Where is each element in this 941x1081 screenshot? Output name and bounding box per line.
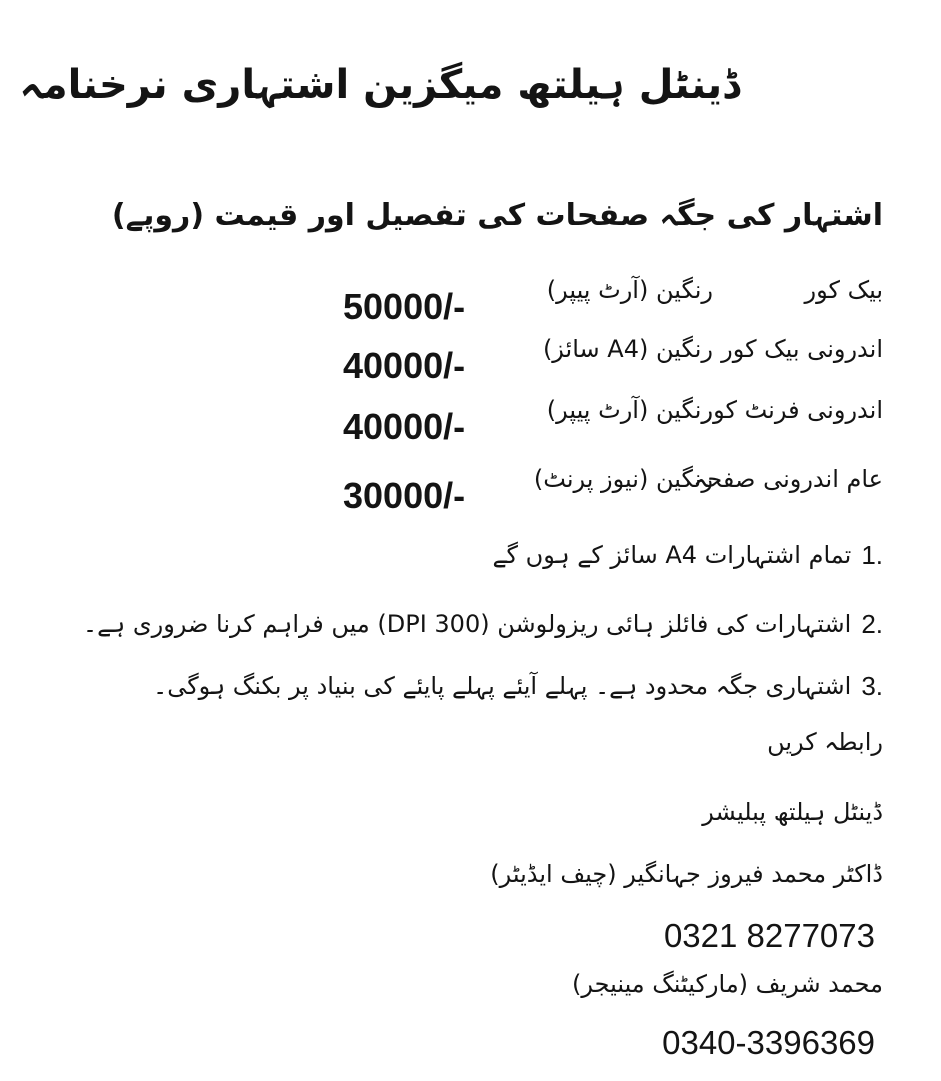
note-number: 2.: [861, 608, 883, 639]
rate-name: اندرونی بیک کور: [721, 335, 883, 363]
rate-detail: رنگین (A4 سائز): [542, 335, 713, 363]
note-text: اشتہارات کی فائلز ہائی ریزولوشن (300 DPI) میں فراہم کرنا ضروری ہے۔: [83, 610, 852, 638]
rate-name: عام اندرونی صفحہ: [693, 465, 883, 493]
rate-price: 50000/-: [343, 286, 466, 327]
manager-phone: 0340-3396369: [662, 1024, 875, 1061]
rate-row-inner-front-cover: [343, 396, 883, 446]
note-number: 1.: [861, 539, 883, 570]
contact-publisher: ڈینٹل ہیلتھ پبلیشر: [702, 798, 883, 826]
rate-detail: رنگین (آرٹ پیپر): [546, 276, 713, 304]
note-1: [140, 535, 883, 575]
rate-price: 40000/-: [343, 345, 466, 386]
page-title: ڈینٹل ہیلتھ میگزین اشتہاری نرخنامہ: [19, 62, 740, 108]
rate-row-inner-back-cover: [343, 335, 883, 385]
note-text: تمام اشتہارات A4 سائز کے ہوں گے: [492, 541, 852, 569]
rate-price: 40000/-: [343, 406, 466, 447]
rate-row-general-inner-page: [343, 465, 883, 515]
contact-heading: رابطہ کریں: [767, 728, 883, 756]
rates-section-heading: اشتہار کی جگہ صفحات کی تفصیل اور قیمت (روپے): [111, 198, 883, 233]
rate-name: اندرونی فرنٹ کور: [701, 396, 883, 424]
note-text: اشتہاری جگہ محدود ہے۔ پہلے آیئے پہلے پایئے کی بنیاد پر بکنگ ہوگی۔: [153, 672, 852, 700]
rate-detail: رنگین (نیوز پرنٹ): [533, 465, 713, 493]
rate-name: بیک کور: [804, 276, 883, 304]
note-2: [83, 604, 883, 644]
contact-manager: محمد شریف (مارکیٹنگ مینیجر): [571, 970, 883, 998]
editor-phone: 0321 8277073: [663, 917, 875, 954]
note-3: [153, 666, 883, 706]
rate-detail: رنگین (آرٹ پیپر): [546, 396, 713, 424]
rate-price: 30000/-: [343, 475, 466, 516]
contact-editor: ڈاکٹر محمد فیروز جہانگیر (چیف ایڈیٹر): [490, 860, 883, 888]
note-number: 3.: [861, 670, 883, 701]
rate-row-back-cover: [343, 276, 883, 326]
